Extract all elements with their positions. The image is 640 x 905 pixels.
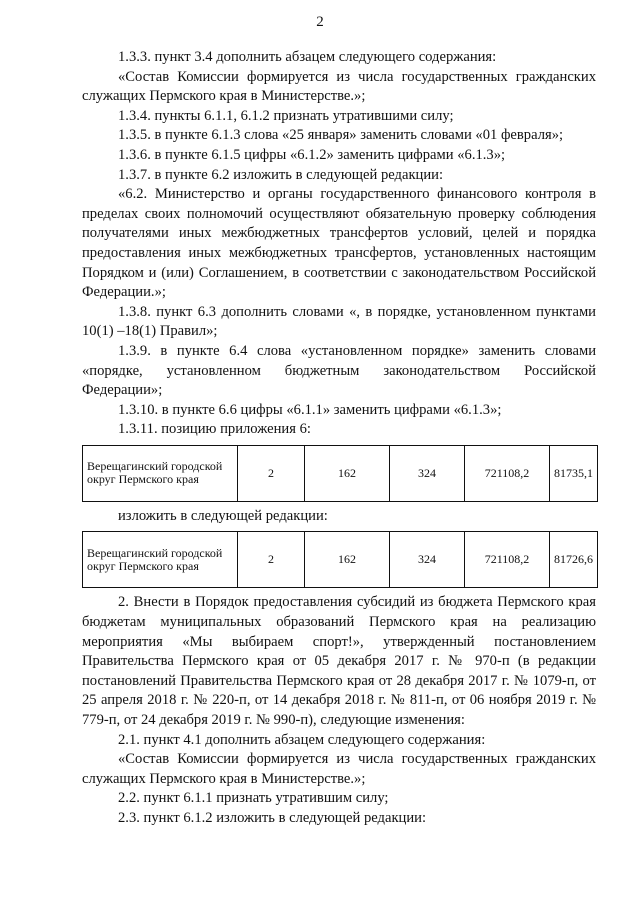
- table-cell: 721108,2: [465, 532, 550, 588]
- table-cell: 81726,6: [550, 532, 598, 588]
- paragraph-1-3-8: 1.3.8. пункт 6.3 дополнить словами «, в порядке, установленном пунктами 10(1) –18(1) Правил»;: [82, 303, 596, 340]
- table-cell: 324: [390, 445, 465, 501]
- paragraph-1-3-4: 1.3.4. пункты 6.1.1, 6.1.2 признать утратившими силу;: [118, 107, 454, 124]
- table-cell: 324: [390, 532, 465, 588]
- paragraph-quote-commission-2: «Состав Комиссии формируется из числа государственных гражданских служащих Пермского края в Министерстве.»;: [82, 751, 596, 787]
- paragraph-2-2: 2.2. пункт 6.1.1 признать утратившим силу;: [118, 790, 389, 807]
- page-number: 2: [316, 14, 324, 30]
- paragraph-1-3-6: 1.3.6. в пункте 6.1.5 цифры «6.1.2» заменить цифрами «6.1.3»;: [118, 146, 506, 163]
- table-cell-name: Верещагинский городской округ Пермского края: [83, 532, 238, 588]
- document-body: [82, 48, 596, 829]
- paragraph-2-1: 2.1. пункт 4.1 дополнить абзацем следующего содержания:: [118, 731, 486, 748]
- paragraph-1-3-5: 1.3.5. в пункте 6.1.3 слова «25 января» заменить словами «01 февраля»;: [118, 127, 564, 144]
- paragraph-1-3-7: 1.3.7. в пункте 6.2 изложить в следующей редакции:: [118, 166, 444, 183]
- paragraph-new-edition: изложить в следующей редакции:: [118, 507, 328, 524]
- paragraph-quote-commission: «Состав Комиссии формируется из числа государственных гражданских служащих Пермского края в Министерстве.»;: [82, 68, 596, 105]
- table-row: [83, 445, 598, 501]
- paragraph-1-3-9: 1.3.9. в пункте 6.4 слова «установленном порядке» заменить словами «порядке, установленном бюджетным законодательством Российской Федерации»;: [82, 342, 596, 399]
- table-cell: 162: [305, 445, 390, 501]
- table-cell: 2: [238, 532, 305, 588]
- table-cell: 2: [238, 445, 305, 501]
- table-cell: 81735,1: [550, 445, 598, 501]
- paragraph-2-3: 2.3. пункт 6.1.2 изложить в следующей редакции:: [118, 810, 427, 826]
- paragraph-2: 2. Внести в Порядок предоставления субсидий из бюджета Пермского края бюджетам муниципальных образований Пермского края на реализацию мероприятия «Мы выбираем спорт!», утвержденный постановлением Правительства Пермского края от 05 декабря 2017 г. № 970-п (в редакции постановлений Правительства Пермского края от 28 декабря 2017 г. № 1079-п, от 25 апреля 2018 г. № 220-п, от 14 декабря 2018 г. № 811-п, от 06 ноября 2019 г. № 779-п, от 24 декабря 2019 г. № 990-п), следующие изменения:: [82, 594, 596, 729]
- table-old-position: [82, 445, 598, 502]
- paragraph-1-3-3: 1.3.3. пункт 3.4 дополнить абзацем следующего содержания:: [118, 49, 497, 65]
- table-new-position: [82, 531, 598, 588]
- paragraph-1-3-10: 1.3.10. в пункте 6.6 цифры «6.1.1» заменить цифрами «6.1.3»;: [118, 401, 502, 418]
- table-cell: 721108,2: [465, 445, 550, 501]
- table-cell: 162: [305, 532, 390, 588]
- paragraph-6-2-quote: «6.2. Министерство и органы государственного финансового контроля в пределах своих полномочий осуществляют обязательную проверку соблюдения получателями иных межбюджетных трансфертов условий, целей и порядка предоставления иных межбюджетных трансфертов, установленных настоящим Порядком и (или) Соглашением, в соответствии с законодательством Российской Федерации.»;: [82, 186, 596, 301]
- table-row: [83, 532, 598, 588]
- table-cell-name: Верещагинский городской округ Пермского края: [83, 445, 238, 501]
- paragraph-1-3-11: 1.3.11. позицию приложения 6:: [118, 421, 311, 438]
